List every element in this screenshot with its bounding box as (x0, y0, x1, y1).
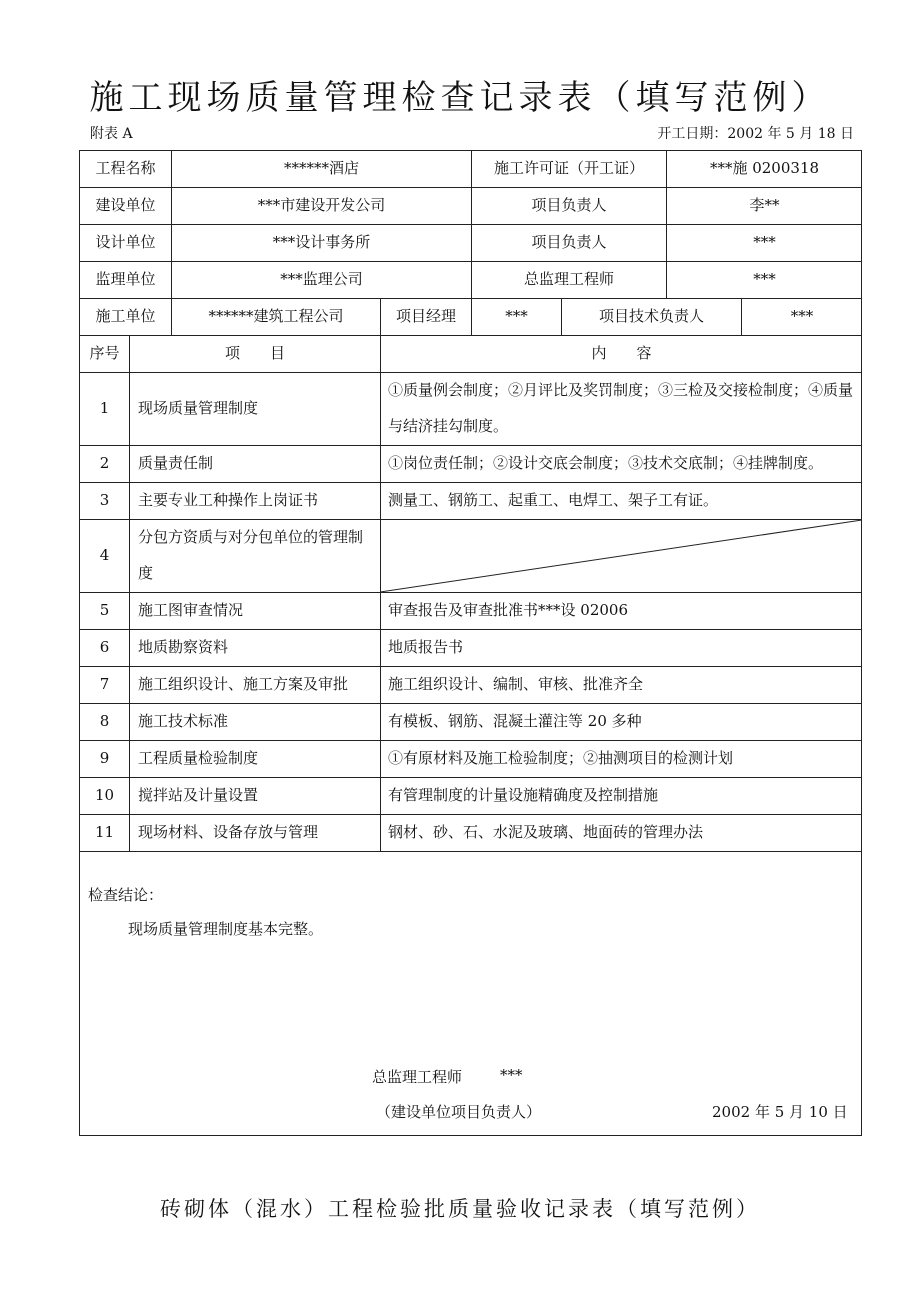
tech-lead-value: *** (790, 307, 814, 325)
row-no: 11 (94, 823, 115, 841)
row-no: 3 (99, 491, 110, 509)
row-no: 5 (99, 601, 110, 619)
design-value: ***设计事务所 (272, 233, 371, 251)
permit-label: 施工许可证（开工证） (493, 159, 644, 177)
design-label: 设计单位 (95, 233, 156, 251)
column-header-no: 序号 (89, 344, 120, 362)
table-rule (380, 335, 381, 851)
row-item: 施工组织设计、施工方案及审批 (138, 675, 349, 693)
table-rule (80, 851, 862, 852)
start-date: 开工日期：2002 年 5 月 18 日 (657, 126, 854, 142)
column-header-item: 项 目 (224, 344, 285, 362)
tech-lead-label: 项目技术负责人 (598, 307, 704, 325)
column-header-content: 内 容 (591, 344, 652, 362)
row-item: 施工图审查情况 (138, 601, 244, 619)
project-name-value: ******酒店 (283, 159, 359, 177)
row-item: 工程质量检验制度 (138, 749, 259, 767)
contractor-label: 施工单位 (95, 307, 156, 325)
row-item: 搅拌站及计量设置 (138, 786, 259, 804)
annex-label: 附表 A (90, 126, 133, 142)
project-name-label: 工程名称 (95, 159, 156, 177)
row-content: 审查报告及审查批准书***设 02006 (388, 601, 628, 619)
row-item: 地质勘察资料 (138, 638, 229, 656)
signer-note: （建设单位项目负责人） (376, 1103, 542, 1121)
owner-lead-value: 李** (749, 196, 780, 214)
pm-value: *** (505, 307, 528, 325)
row-item: 分包方资质与对分包单位的管理制度 (138, 528, 364, 582)
row-item: 现场质量管理制度 (138, 399, 259, 417)
row-no: 9 (99, 749, 110, 767)
table-rule (129, 335, 130, 851)
row-no: 7 (99, 675, 110, 693)
row-no: 10 (94, 786, 115, 804)
row-item: 现场材料、设备存放与管理 (138, 823, 319, 841)
page-title: 施工现场质量管理检查记录表（填写范例） (89, 78, 831, 118)
next-form-title: 砖砌体（混水）工程检验批质量验收记录表（填写范例） (160, 1197, 760, 1221)
row-content: 有管理制度的计量设施精确度及控制措施 (388, 786, 659, 804)
not-applicable-diagonal (380, 520, 862, 593)
row-no: 1 (99, 399, 110, 417)
owner-label: 建设单位 (95, 196, 156, 214)
row-content: ①有原材料及施工检验制度；②抽测项目的检测计划 (388, 749, 734, 767)
row-no: 2 (99, 454, 110, 472)
row-item: 质量责任制 (138, 454, 214, 472)
design-lead-value: *** (753, 233, 776, 251)
row-content: 测量工、钢筋工、起重工、电焊工、架子工有证。 (388, 491, 719, 509)
row-no: 8 (99, 712, 110, 730)
row-content: ①岗位责任制；②设计交底会制度；③技术交底制；④挂牌制度。 (388, 454, 824, 472)
row-item: 主要专业工种操作上岗证书 (138, 491, 319, 509)
row-content: 有模板、钢筋、混凝土灌注等 20 多种 (388, 712, 642, 730)
pm-label: 项目经理 (395, 307, 456, 325)
owner-value: ***市建设开发公司 (257, 196, 386, 214)
contractor-value: ******建筑工程公司 (208, 307, 344, 325)
chief-supervisor-label: 总监理工程师 (523, 270, 614, 288)
supervision-value: ***监理公司 (280, 270, 363, 288)
row-content: ①质量例会制度；②月评比及奖罚制度；③三检及交接检制度；④质量与结济挂勾制度。 (388, 381, 854, 435)
conclusion-text: 现场质量管理制度基本完整。 (128, 920, 324, 938)
row-item: 施工技术标准 (138, 712, 229, 730)
owner-lead-label: 项目负责人 (531, 196, 607, 214)
supervision-label: 监理单位 (95, 270, 156, 288)
conclusion-date: 2002 年 5 月 10 日 (712, 1103, 848, 1121)
row-no: 6 (99, 638, 110, 656)
signer-value: *** (500, 1066, 523, 1084)
row-no: 4 (99, 546, 110, 564)
permit-value: ***施 0200318 (709, 159, 820, 177)
chief-supervisor-value: *** (753, 270, 776, 288)
signer-label: 总监理工程师 (372, 1068, 463, 1086)
row-content: 钢材、砂、石、水泥及玻璃、地面砖的管理办法 (388, 823, 704, 841)
row-content: 地质报告书 (388, 638, 464, 656)
conclusion-label: 检查结论： (88, 886, 164, 904)
design-lead-label: 项目负责人 (531, 233, 607, 251)
row-content: 施工组织设计、编制、审核、批准齐全 (388, 675, 644, 693)
